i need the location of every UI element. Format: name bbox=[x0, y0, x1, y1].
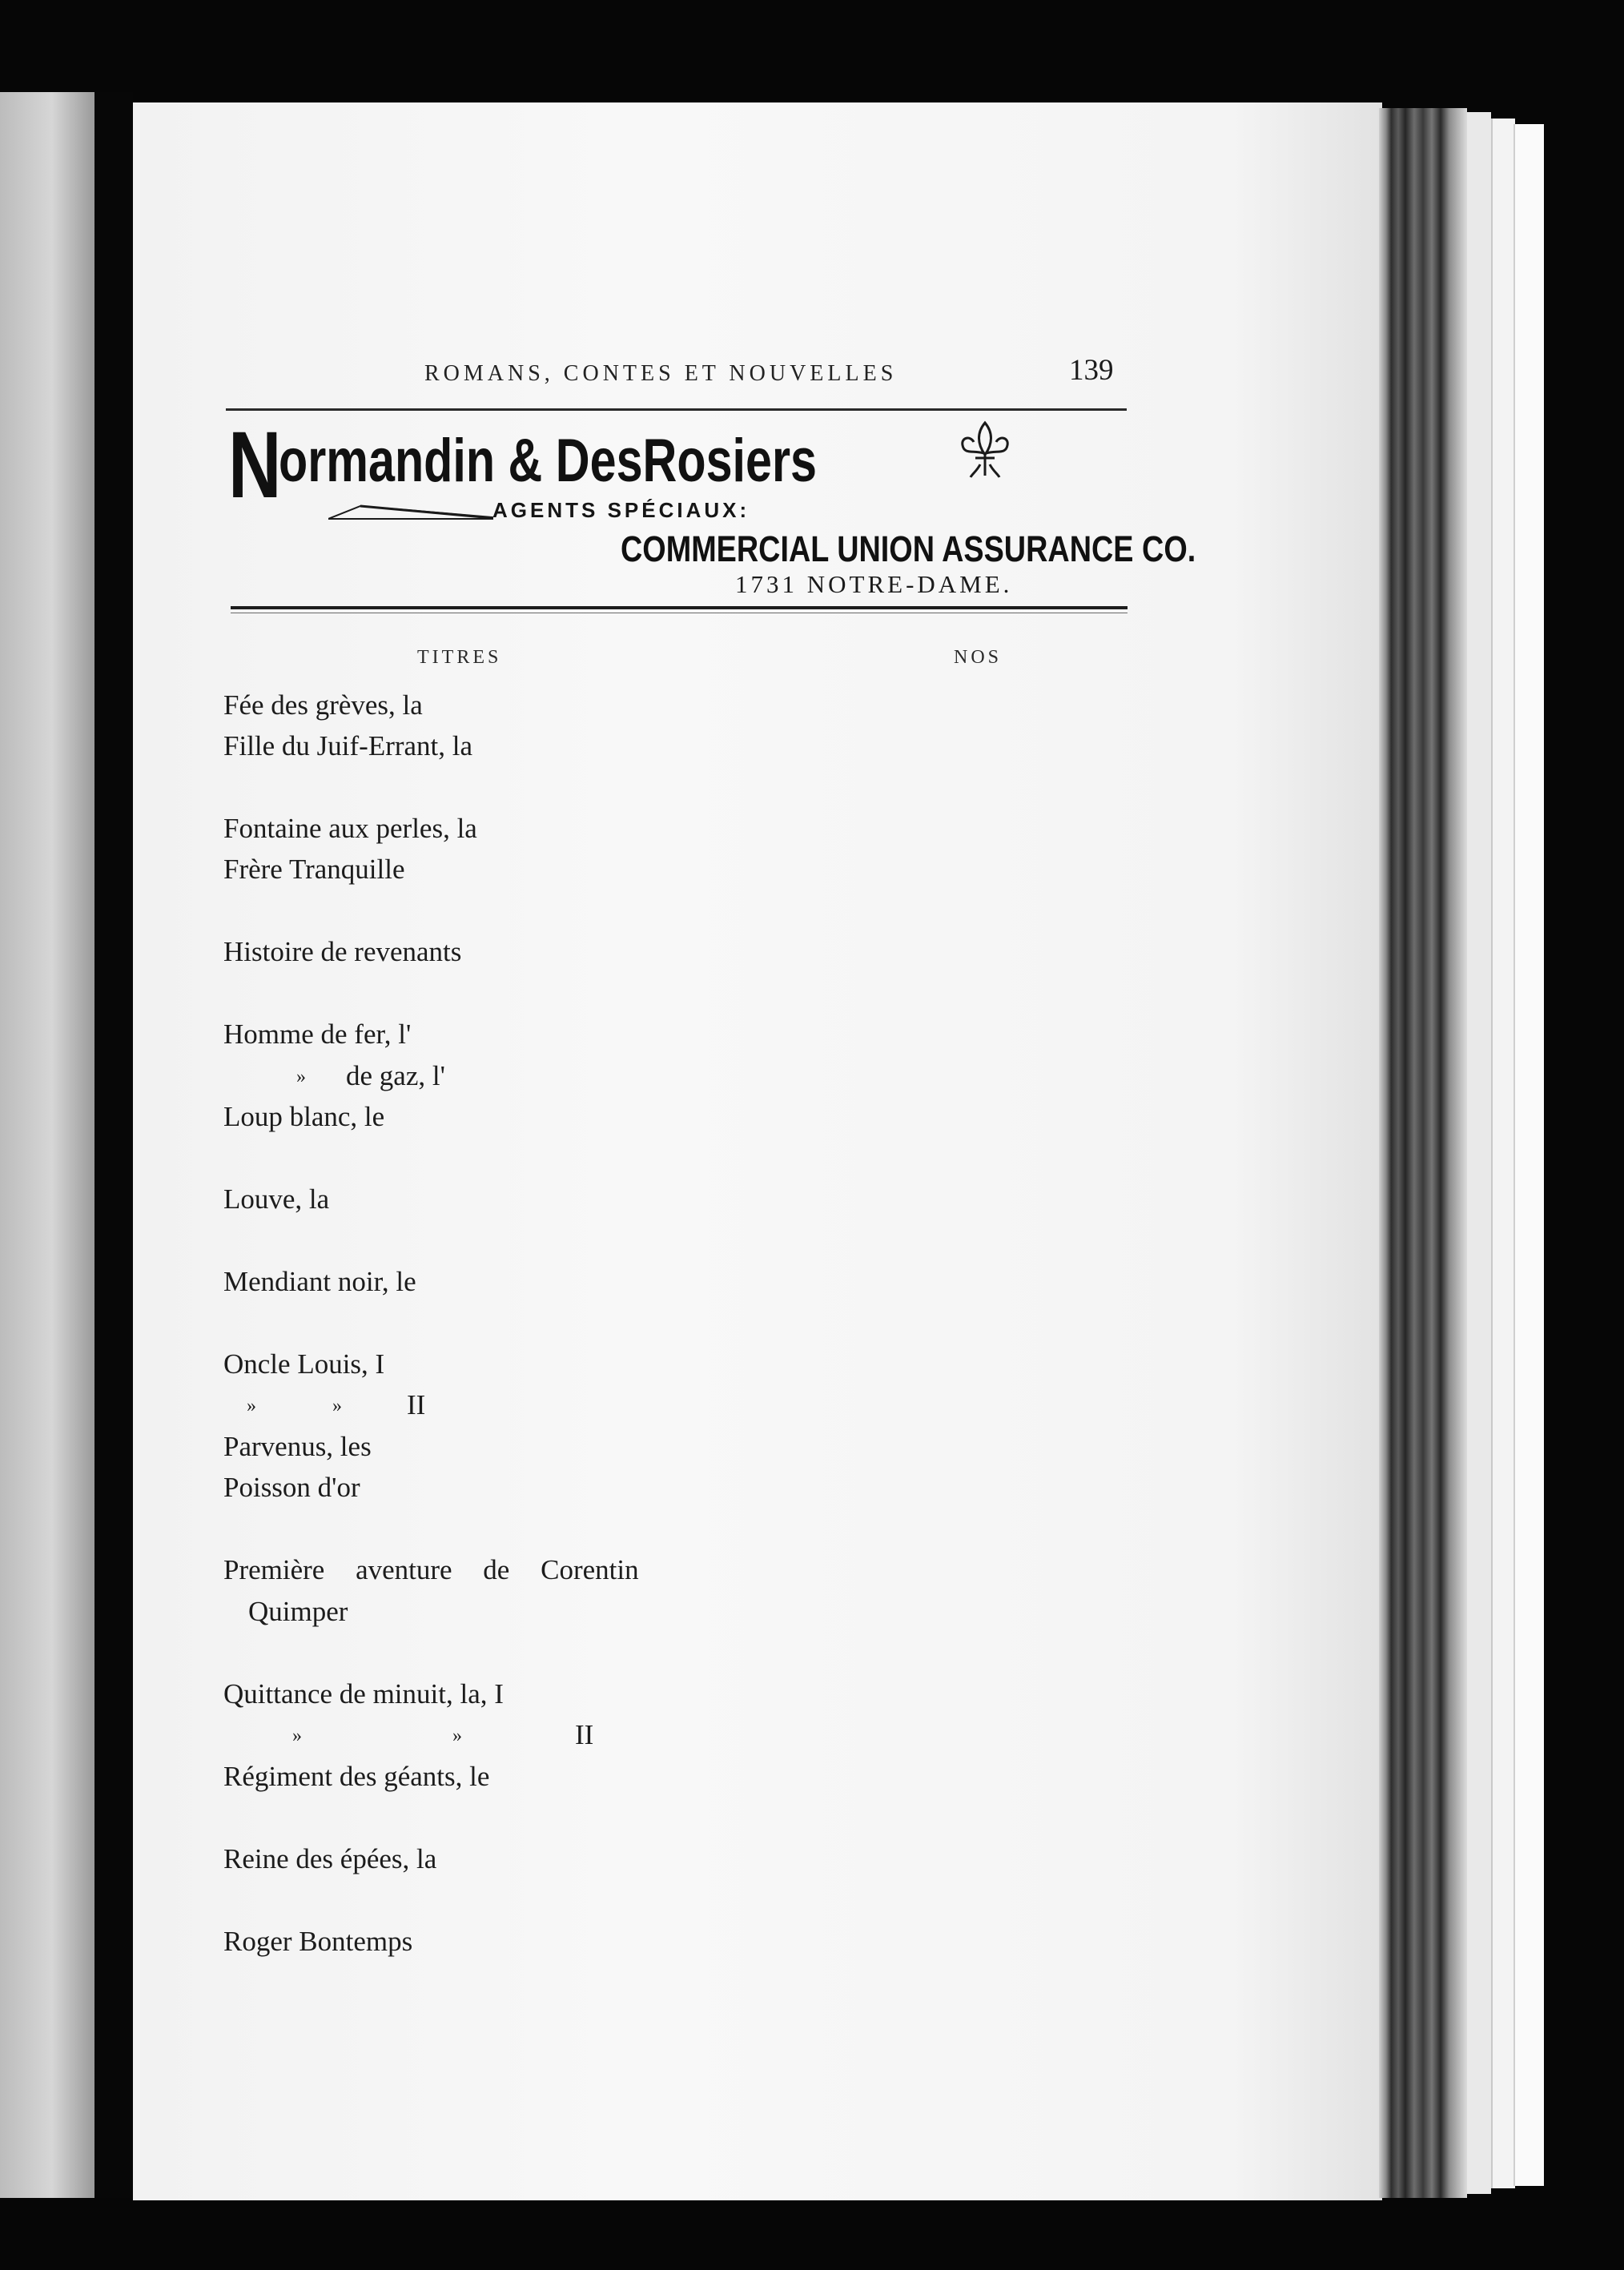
entry-title: Reine des épées, la bbox=[223, 1843, 437, 1874]
entry-title: Quittance de minuit, la, I bbox=[223, 1678, 504, 1710]
entry-title: Première aventure de Corentin bbox=[223, 1554, 639, 1585]
ditto-mark: » bbox=[296, 1067, 306, 1087]
entry-title: Fille du Juif-Errant, la bbox=[223, 730, 473, 761]
ditto-mark: » bbox=[247, 1396, 256, 1416]
entry-title: Roger Bontemps bbox=[223, 1926, 413, 1957]
facing-page-edge bbox=[0, 92, 94, 2198]
running-title: ROMANS, CONTES ET NOUVELLES bbox=[424, 361, 898, 386]
book-page bbox=[133, 102, 1382, 2200]
header-rule bbox=[226, 408, 1127, 411]
page-gutter bbox=[94, 92, 133, 2198]
book-spine-shadow bbox=[1379, 108, 1467, 2198]
page-stack-edge bbox=[1467, 112, 1491, 2194]
entry-title: Histoire de revenants bbox=[223, 936, 462, 967]
entry-title: Parvenus, les bbox=[223, 1431, 372, 1462]
entry-title: II bbox=[407, 1389, 426, 1420]
entry-title: Loup blanc, le bbox=[223, 1101, 385, 1132]
entry-title: Poisson d'or bbox=[223, 1472, 360, 1503]
pen-flourish-icon bbox=[328, 503, 496, 522]
entry-title: Mendiant noir, le bbox=[223, 1266, 416, 1297]
page-stack-edge bbox=[1491, 119, 1515, 2188]
ditto-mark: » bbox=[292, 1726, 302, 1746]
agents-label: AGENTS SPÉCIAUX: bbox=[492, 498, 750, 522]
company-name: COMMERCIAL UNION ASSURANCE CO. bbox=[621, 528, 1196, 569]
ad-rule-thick bbox=[231, 606, 1128, 609]
page-number: 139 bbox=[1069, 354, 1114, 387]
ditto-mark: » bbox=[332, 1396, 342, 1416]
entry-title: Oncle Louis, I bbox=[223, 1348, 385, 1380]
entry-title: II bbox=[575, 1719, 594, 1750]
column-header-numbers: NOS bbox=[954, 647, 1003, 668]
entry-title: Fée des grèves, la bbox=[223, 689, 423, 721]
fleur-de-lis-icon bbox=[953, 418, 1017, 482]
entry-title: Frère Tranquille bbox=[223, 854, 405, 885]
entry-title: Homme de fer, l' bbox=[223, 1018, 412, 1050]
entry-title: Régiment des géants, le bbox=[223, 1761, 490, 1792]
ditto-mark: » bbox=[452, 1726, 462, 1746]
entry-title: Fontaine aux perles, la bbox=[223, 813, 477, 844]
entry-title: de gaz, l' bbox=[346, 1060, 445, 1091]
entry-title-continued: Quimper bbox=[248, 1596, 348, 1627]
entry-title: Louve, la bbox=[223, 1183, 330, 1215]
brand-initial: N bbox=[228, 412, 282, 518]
column-header-titles: TITRES bbox=[417, 647, 502, 668]
brand-name: ormandin & DesRosiers bbox=[279, 427, 818, 495]
company-address: 1731 NOTRE-DAME. bbox=[735, 570, 1013, 598]
page-stack-edge bbox=[1513, 124, 1544, 2186]
